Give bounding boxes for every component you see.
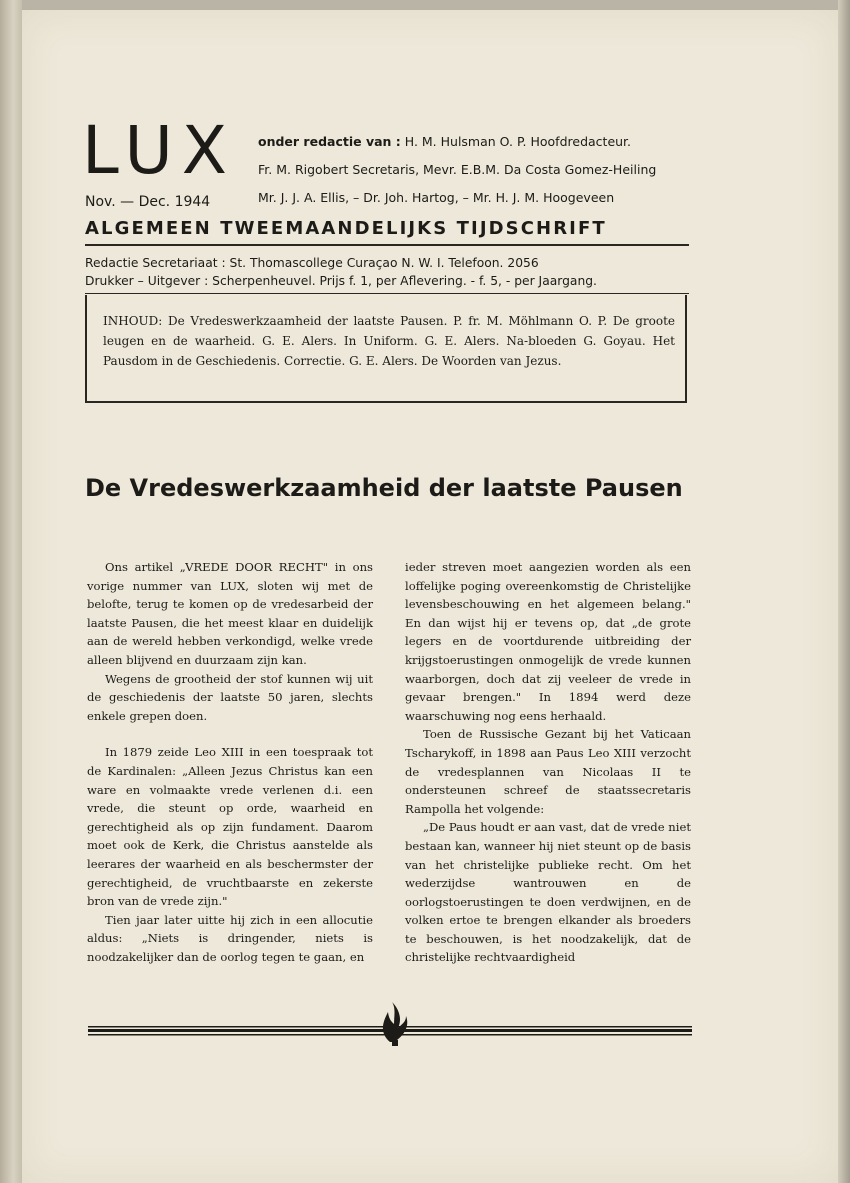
paragraph: Ons artikel „VREDE DOOR RECHT" in ons vorige nummer van LUX, sloten wij met de belofte, terug te komen op de vredesarbeid der laatste Pausen, die het meest klaar en duidelijk aan de wereld hebben verkondigd, welke vrede alleen blijvend en duurzaam zijn kan. [87, 560, 373, 667]
issue-date: Nov. — Dec. 1944 [85, 194, 211, 210]
paragraph: Toen de Russische Gezant bij het Vaticaan Tscharykoff, in 1898 aan Paus Leo XIII verzocht de vredesplannen van Nicolaas II te ondersteunen schreef de staatssecretaris Rampolla het volgende: [405, 727, 691, 816]
table-of-contents-box [85, 295, 687, 403]
flame-icon [383, 1002, 407, 1046]
paragraph: Wegens de grootheid der stof kunnen wij uit de geschiedenis der laatste 50 jaren, slechts enkele grepen doen. [87, 671, 373, 723]
admin-line-2: Drukker – Uitgever : Scherpenheuvel. Prijs f. 1, per Aflevering. - f. 5, - per Jaargang. [85, 274, 597, 288]
flame-ornament-divider [88, 1000, 692, 1050]
editors-label: onder redactie van : [258, 134, 401, 149]
paragraph: Tien jaar later uitte hij zich in een allocutie aldus: „Niets is dringender, niets is noodzakelijker dan de oorlog tegen te gaan, en [87, 912, 373, 964]
editors-line-2: Fr. M. Rigobert Secretaris, Mevr. E.B.M. Da Costa Gomez-Heiling [258, 162, 657, 177]
editors-line-1 [258, 132, 690, 160]
binding-edge [0, 0, 22, 1183]
contents-top-rule [85, 293, 689, 294]
article-headline: De Vredeswerkzaamheid der laatste Pausen [85, 474, 683, 502]
page-edge-right [838, 0, 850, 1183]
editorial-board [258, 132, 690, 216]
article-column-right [405, 558, 691, 967]
publisher-info [85, 254, 689, 290]
table-of-contents: INHOUD: De Vredeswerkzaamheid der laatste Pausen. P. fr. M. Möhlmann O. P. De groote leugen en de waarheid. G. E. Alers. In Uniform. G. E. Alers. Na-bloeden G. Goyau. Het Pausdom in de Geschiedenis. Correctie. G. E. Alers. De Woorden van Jezus. [103, 314, 675, 368]
editors-line-3: Mr. J. J. A. Ellis, – Dr. Joh. Hartog, – Mr. H. J. M. Hoogeveen [258, 190, 615, 205]
editor-chief: H. M. Hulsman O. P. Hoofdredacteur. [400, 134, 632, 149]
magazine-subtitle: ALGEMEEN TWEEMAANDELIJKS TIJDSCHRIFT [85, 218, 607, 239]
article-column-left [87, 558, 373, 966]
paragraph: In 1879 zeide Leo XIII in een toespraak tot de Kardinalen: „Alleen Jezus Christus kan een ware en volmaakte vrede verlenen d.i. een vrede, die steunt op orde, waarheid en gerechtigheid als op zijn fundament. Daarom moet ook de Kerk, die Christus aanstelde als leerares der waarheid en als beschermster der gerechtigheid, de vruchtbaarste en zekerste bron van de vrede zijn." [87, 745, 373, 909]
paragraph: „De Paus houdt er aan vast, dat de vrede niet bestaan kan, wanneer hij niet steunt op de basis van het christelijke publieke recht. Om het wederzijdse wantrouwen en de oorlogstoerustingen te doen verdwijnen, en de volken ertoe te brengen elkander als broeders te beschouwen, is het noodzakelijk, dat de christelijke rechtvaardigheid [405, 820, 691, 965]
header-rule [85, 244, 689, 246]
paragraph: ieder streven moet aangezien worden als een loffelijke poging overeenkomstig de Christelijke levensbeschouwing en het algemeen belang." En dan wijst hij er tevens op, dat „de grote legers en de voortdurende uitbreiding der krijgstoerustingen onmogelijk de vrede kunnen waarborgen, doch dat zij veeleer de vrede in gevaar brengen." In 1894 werd deze waarschuwing nog eens herhaald. [405, 560, 691, 723]
admin-line-1: Redactie Secretariaat : St. Thomascollege Curaçao N. W. I. Telefoon. 2056 [85, 256, 539, 270]
magazine-title: LUX [82, 112, 237, 189]
